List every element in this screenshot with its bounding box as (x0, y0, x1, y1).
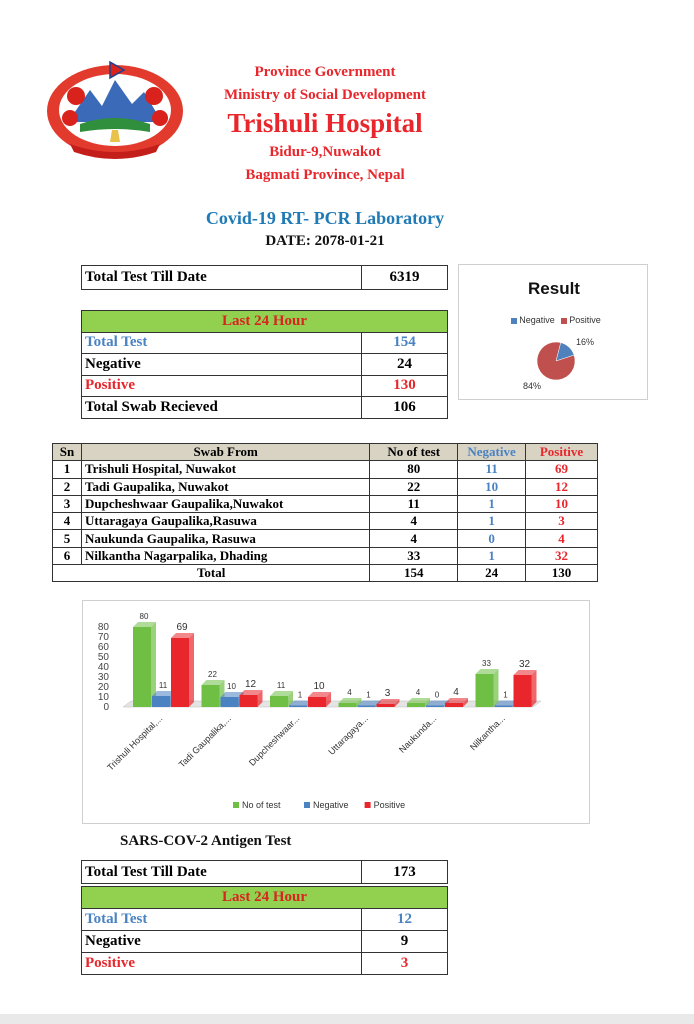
column-header-sn: Sn (53, 444, 82, 461)
pie-data-label: 84% (523, 381, 542, 391)
table-row (82, 375, 448, 397)
bar-data-label: 1 (503, 690, 508, 700)
y-tick-label: 20 (97, 682, 109, 693)
bar-data-label: 3 (384, 688, 391, 699)
legend-swatch (233, 802, 239, 808)
row-negative: 1 (458, 495, 526, 512)
row-swab-from: Naukunda Gaupalika, Rasuwa (81, 530, 369, 547)
row-positive: 3 (526, 513, 598, 530)
row-positive: 69 (526, 461, 598, 478)
ministry-line: Ministry of Social Development (223, 87, 427, 103)
negative-legend-label: Negative (519, 315, 555, 325)
bar-positive (514, 670, 537, 707)
table-row (53, 547, 598, 564)
row-negative: 0 (458, 530, 526, 547)
y-tick-label: 10 (97, 692, 109, 703)
report-date: DATE: 2078-01-21 (265, 233, 385, 249)
row-negative: 1 (458, 513, 526, 530)
bar-data-label: 1 (297, 690, 303, 700)
positive-legend-label: Positive (569, 315, 601, 325)
x-category-label: Trishuli Hospital,... (105, 713, 165, 773)
total-label: Total (53, 565, 370, 582)
total-no-of-test: 154 (370, 565, 458, 582)
total-positive: 130 (526, 565, 598, 582)
bar-positive (308, 692, 331, 707)
table-row (53, 530, 598, 547)
bar-positive (240, 690, 263, 707)
table-row (82, 953, 448, 975)
y-tick-label: 40 (97, 662, 109, 673)
row-negative: 11 (458, 461, 526, 478)
positive-value: 130 (362, 375, 448, 397)
y-tick-label: 30 (97, 672, 109, 683)
bar-data-label: 69 (176, 622, 188, 633)
y-tick-label: 60 (97, 642, 109, 653)
row-swab-from: Nilkantha Nagarpalika, Dhading (81, 547, 369, 564)
bar-data-label: 4 (453, 687, 459, 698)
table-row (53, 495, 598, 512)
bar-data-label: 4 (347, 688, 352, 697)
total-swab-received-label: Total Swab Recieved (82, 397, 362, 419)
legend-label: Positive (373, 800, 406, 810)
row-no-of-test: 80 (370, 461, 458, 478)
pcr-last-24-table (81, 310, 448, 419)
y-tick-label: 80 (97, 622, 109, 633)
antigen-total-label: Total Test Till Date (82, 861, 362, 884)
pie-title: Result (528, 279, 580, 298)
last-24-hour-header: Last 24 Hour (82, 311, 448, 333)
x-category-label: Dupcheshwaar... (246, 713, 302, 768)
total-test-till-date-label: Total Test Till Date (82, 266, 362, 290)
antigen-negative-value: 9 (362, 931, 448, 953)
row-sn: 4 (53, 513, 82, 530)
row-negative: 10 (458, 478, 526, 495)
row-positive: 12 (526, 478, 598, 495)
hospital-name: Trishuli Hospital (227, 108, 423, 138)
x-category-label: Uttaragaya... (326, 713, 370, 757)
x-category-label: Nilkantha... (468, 713, 507, 753)
total-test-value: 154 (362, 332, 448, 354)
total-test-label: Total Test (82, 332, 362, 354)
page-bottom-strip (0, 1014, 694, 1024)
y-tick-label: 50 (97, 652, 109, 663)
row-sn: 2 (53, 478, 82, 495)
legend-swatch (365, 802, 371, 808)
column-header-swab-from: Swab From (81, 444, 369, 461)
row-negative: 1 (458, 547, 526, 564)
address-line-2: Bagmati Province, Nepal (245, 167, 405, 183)
antigen-positive-label: Positive (82, 953, 362, 975)
antigen-positive-value: 3 (362, 953, 448, 975)
row-swab-from: Uttaragaya Gaupalika,Rasuwa (81, 513, 369, 530)
row-positive: 10 (526, 495, 598, 512)
legend-swatch (304, 802, 310, 808)
row-sn: 6 (53, 547, 82, 564)
antigen-total-table (81, 860, 448, 884)
bar-positive (171, 633, 194, 707)
table-row (82, 354, 448, 376)
antigen-total-value: 173 (362, 861, 448, 884)
table-row (82, 397, 448, 419)
bar-no-of-test (270, 691, 293, 707)
row-no-of-test: 33 (370, 547, 458, 564)
swab-bar-chart (82, 600, 590, 824)
x-category-label: Naukunda... (397, 713, 439, 755)
table-total-row (53, 565, 598, 582)
x-category-label: Tadi Gaupalika,... (176, 713, 233, 770)
legend-label: No of test (242, 800, 281, 810)
row-no-of-test: 4 (370, 530, 458, 547)
row-sn: 3 (53, 495, 82, 512)
row-swab-from: Trishuli Hospital, Nuwakot (81, 461, 369, 478)
antigen-last-24-table (81, 886, 448, 975)
table-row (53, 461, 598, 478)
column-header-negative: Negative (458, 444, 526, 461)
address-line-1: Bidur-9,Nuwakot (269, 144, 381, 160)
bar-data-label: 80 (139, 612, 149, 621)
bar-data-label: 4 (415, 688, 421, 697)
bar-plot (83, 601, 591, 825)
row-swab-from: Dupcheshwaar Gaupalika,Nuwakot (81, 495, 369, 512)
legend-label: Negative (313, 800, 349, 810)
row-no-of-test: 22 (370, 478, 458, 495)
table-row (82, 332, 448, 354)
positive-label: Positive (82, 375, 362, 397)
result-pie-chart (458, 264, 648, 400)
bar-data-label: 10 (227, 682, 236, 691)
bar-no-of-test (476, 669, 499, 707)
row-positive: 4 (526, 530, 598, 547)
antigen-total-test-value: 12 (362, 909, 448, 931)
antigen-total-test-label: Total Test (82, 909, 362, 931)
y-tick-label: 0 (103, 702, 109, 713)
row-no-of-test: 4 (370, 513, 458, 530)
table-row (82, 311, 448, 333)
bar-data-label: 32 (518, 659, 531, 670)
bar-no-of-test (133, 622, 156, 707)
province-government-line: Province Government (254, 64, 396, 80)
y-tick-label: 70 (97, 632, 109, 643)
bar-data-label: 10 (313, 681, 325, 692)
total-swab-received-value: 106 (362, 397, 448, 419)
table-row (53, 478, 598, 495)
antigen-last-24-header: Last 24 Hour (82, 887, 448, 909)
bar-data-label: 11 (158, 681, 168, 690)
column-header-no-of-test: No of test (370, 444, 458, 461)
row-sn: 1 (53, 461, 82, 478)
table-row (82, 266, 448, 290)
total-test-till-date-value: 6319 (362, 266, 448, 290)
row-positive: 32 (526, 547, 598, 564)
row-swab-from: Tadi Gaupalika, Nuwakot (81, 478, 369, 495)
nepal-government-emblem-icon (40, 56, 190, 166)
table-row (82, 909, 448, 931)
table-row (82, 887, 448, 909)
antigen-negative-label: Negative (82, 931, 362, 953)
table-row (82, 931, 448, 953)
swab-source-table (52, 443, 598, 582)
table-row (82, 861, 448, 884)
lab-title: Covid-19 RT- PCR Laboratory (205, 208, 445, 228)
antigen-title: SARS-COV-2 Antigen Test (120, 833, 292, 849)
pie-plot (459, 265, 649, 401)
pie-data-label: 16% (576, 337, 595, 347)
row-no-of-test: 11 (370, 495, 458, 512)
table-row (53, 513, 598, 530)
table-header-row (53, 444, 598, 461)
pcr-total-table (81, 265, 448, 290)
total-negative: 24 (458, 565, 526, 582)
column-header-positive: Positive (526, 444, 598, 461)
bar-data-label: 1 (366, 690, 371, 700)
bar-data-label: 33 (482, 659, 491, 668)
bar-data-label: 22 (208, 670, 217, 679)
negative-value: 24 (362, 354, 448, 376)
negative-label: Negative (82, 354, 362, 376)
bar-data-label: 11 (276, 681, 286, 690)
row-sn: 5 (53, 530, 82, 547)
bar-data-label: 12 (244, 679, 257, 690)
bar-data-label: 0 (434, 690, 440, 700)
